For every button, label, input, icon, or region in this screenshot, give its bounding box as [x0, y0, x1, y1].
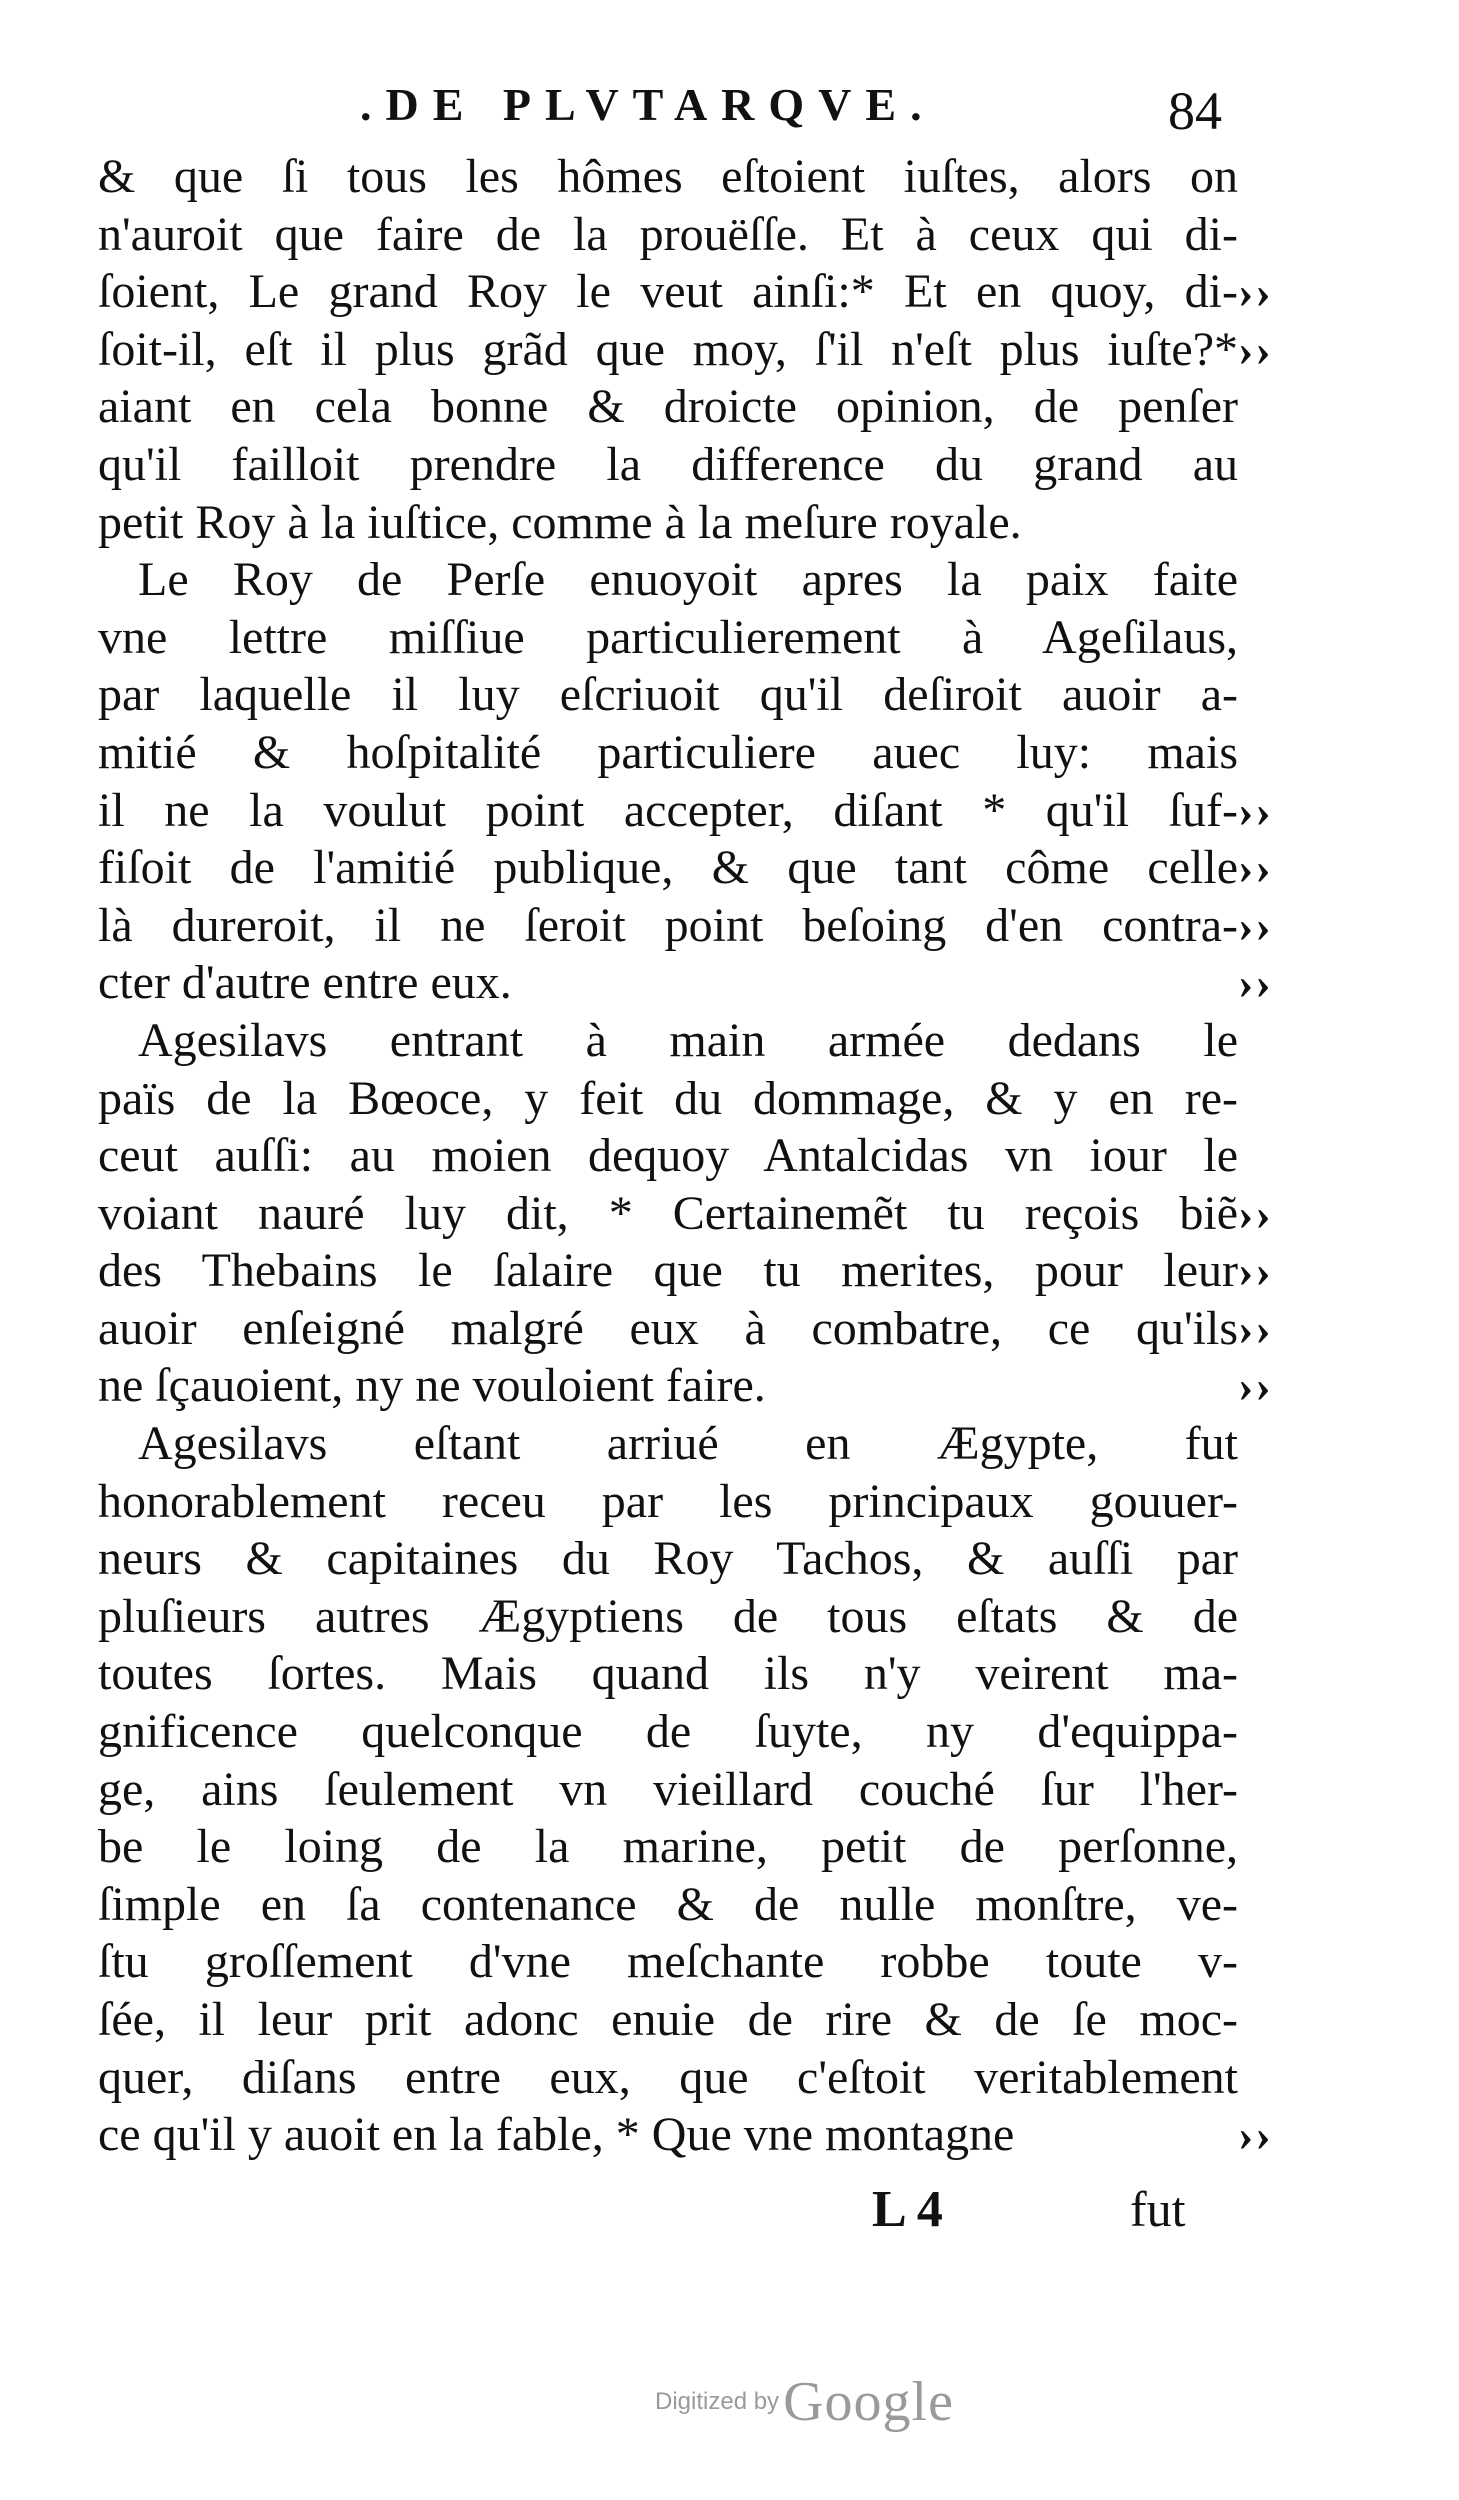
text-line: fiſoit de l'amitié publique, & que tant côme celle	[98, 841, 1238, 895]
text-line: ce qu'il y auoit en la fable, * Que vne montagne	[98, 2108, 1015, 2162]
quotation-marker	[1238, 1933, 1318, 1991]
quotation-marker	[1238, 551, 1318, 609]
digitization-watermark	[655, 2370, 954, 2434]
quotation-marker: ››	[1238, 1187, 1273, 1239]
text-line: honorablement receu par les principaux gouuer-	[98, 1474, 1238, 1528]
page-number: 84	[1168, 81, 1222, 141]
quotation-marker	[1238, 1761, 1318, 1819]
quotation-marker	[1238, 494, 1318, 552]
text-line: ſimple en ſa contenance & de nulle monſtre, ve-	[98, 1877, 1238, 1931]
quotation-marker: ››	[1238, 899, 1273, 951]
text-line: quer, diſans entre eux, que c'eſtoit veritablement	[98, 2050, 1238, 2104]
quotation-marker: ››	[1238, 2109, 1273, 2161]
quotation-marker: ››	[1238, 1360, 1273, 1412]
text-line: ne ſçauoient, ny ne vouloient faire.	[98, 1359, 766, 1413]
text-line: ceut auſſi: au moien dequoy Antalcidas vn iour le	[98, 1129, 1238, 1183]
text-line: ſoient, Le grand Roy le veut ainſi:* Et en quoy, di-	[98, 265, 1238, 319]
text-line: il ne la voulut point accepter, diſant * qu'il ſuf-	[98, 783, 1238, 837]
text-line: gnificence quelconque de ſuyte, ny d'equippa-	[98, 1705, 1238, 1759]
google-logo: Google	[783, 2371, 954, 2433]
quotation-marker	[1238, 1645, 1318, 1703]
text-line: païs de la Bœoce, y feit du dommage, & y en re-	[98, 1071, 1238, 1125]
text-line: & que ſi tous les hômes eſtoient iuſtes, alors on	[98, 150, 1238, 203]
quotation-marker: ››	[1238, 842, 1273, 894]
text-line: par laquelle il luy eſcriuoit qu'il deſiroit auoir a-	[98, 668, 1238, 722]
quotation-marker	[1238, 724, 1318, 782]
running-head: .DE PLVTARQVE.	[360, 79, 936, 130]
text-line: Agesilavs eſtant arriué en Ægypte, fut	[138, 1417, 1238, 1471]
quotation-marker	[1238, 2049, 1318, 2107]
quotation-marker	[1238, 1415, 1318, 1473]
quotation-marker	[1238, 1530, 1318, 1588]
quotation-marker	[1238, 1818, 1318, 1876]
watermark-prefix: Digitized by	[655, 2388, 780, 2415]
quotation-marker	[1238, 1012, 1318, 1070]
quotation-marker: ››	[1238, 957, 1273, 1009]
text-line: cter d'autre entre eux.	[98, 956, 512, 1010]
text-line: aiant en cela bonne & droicte opinion, de penſer	[98, 380, 1238, 434]
text-line: neurs & capitaines du Roy Tachos, & auſſi par	[98, 1532, 1238, 1586]
text-line: be le loing de la marine, petit de perſonne,	[98, 1820, 1238, 1874]
text-line: mitié & hoſpitalité particuliere auec luy: mais	[98, 725, 1238, 779]
text-line: ſtu groſſement d'vne meſchante robbe toute v-	[98, 1935, 1238, 1989]
page-footer	[0, 2180, 1459, 2250]
text-line: auoir enſeigné malgré eux à combatre, ce qu'ils	[98, 1301, 1238, 1355]
quotation-marker	[1238, 436, 1318, 494]
text-line: ſée, il leur prit adonc enuie de rire & de ſe moc-	[98, 1993, 1238, 2046]
text-line: qu'il failloit prendre la difference du grand au	[98, 437, 1238, 491]
quotation-marker: ››	[1238, 323, 1273, 375]
text-line: vne lettre miſſiue particulierement à Ageſilaus,	[98, 610, 1238, 664]
text-line: petit Roy à la iuſtice, comme à la meſure royale.	[98, 495, 1022, 549]
catchword: fut	[1130, 2181, 1186, 2237]
quotation-marker	[1238, 1127, 1318, 1185]
body-text	[98, 148, 1238, 2164]
quotation-marker	[1238, 609, 1318, 667]
quotation-marker	[1238, 1588, 1318, 1646]
quotation-marker: ››	[1238, 266, 1273, 318]
quotation-marker: ››	[1238, 1302, 1273, 1354]
quotation-marker: ››	[1238, 784, 1273, 836]
quotation-marker	[1238, 1070, 1318, 1128]
quotation-marker	[1238, 378, 1318, 436]
text-line: voiant nauré luy dit, * Certainemẽt tu reçois biẽ	[98, 1186, 1238, 1240]
quotation-marker	[1238, 666, 1318, 724]
margin-quotation-markers	[1238, 148, 1318, 2164]
quotation-marker	[1238, 148, 1318, 206]
quotation-marker	[1238, 1991, 1318, 2049]
quotation-marker	[1238, 1876, 1318, 1934]
text-line: ſoit-il, eſt il plus grãd que moy, ſ'il n'eſt plus iuſte?*	[98, 322, 1238, 376]
text-line: pluſieurs autres Ægyptiens de tous eſtats & de	[98, 1589, 1238, 1643]
quotation-marker	[1238, 1703, 1318, 1761]
quotation-marker	[1238, 206, 1318, 264]
text-line: là dureroit, il ne ſeroit point beſoing d'en contra-	[98, 898, 1238, 952]
text-line: Agesilavs entrant à main armée dedans le	[138, 1013, 1238, 1067]
quotation-marker	[1238, 1473, 1318, 1531]
signature-mark: L 4	[872, 2181, 943, 2238]
text-line: des Thebains le ſalaire que tu merites, pour leur	[98, 1244, 1238, 1298]
text-line: Le Roy de Perſe enuoyoit apres la paix faite	[138, 553, 1238, 607]
text-line: ge, ains ſeulement vn vieillard couché ſur l'her-	[98, 1762, 1238, 1816]
quotation-marker: ››	[1238, 1245, 1273, 1297]
text-line: toutes ſortes. Mais quand ils n'y veirent ma-	[98, 1647, 1238, 1701]
text-line: n'auroit que faire de la prouëſſe. Et à ceux qui di-	[98, 207, 1238, 261]
